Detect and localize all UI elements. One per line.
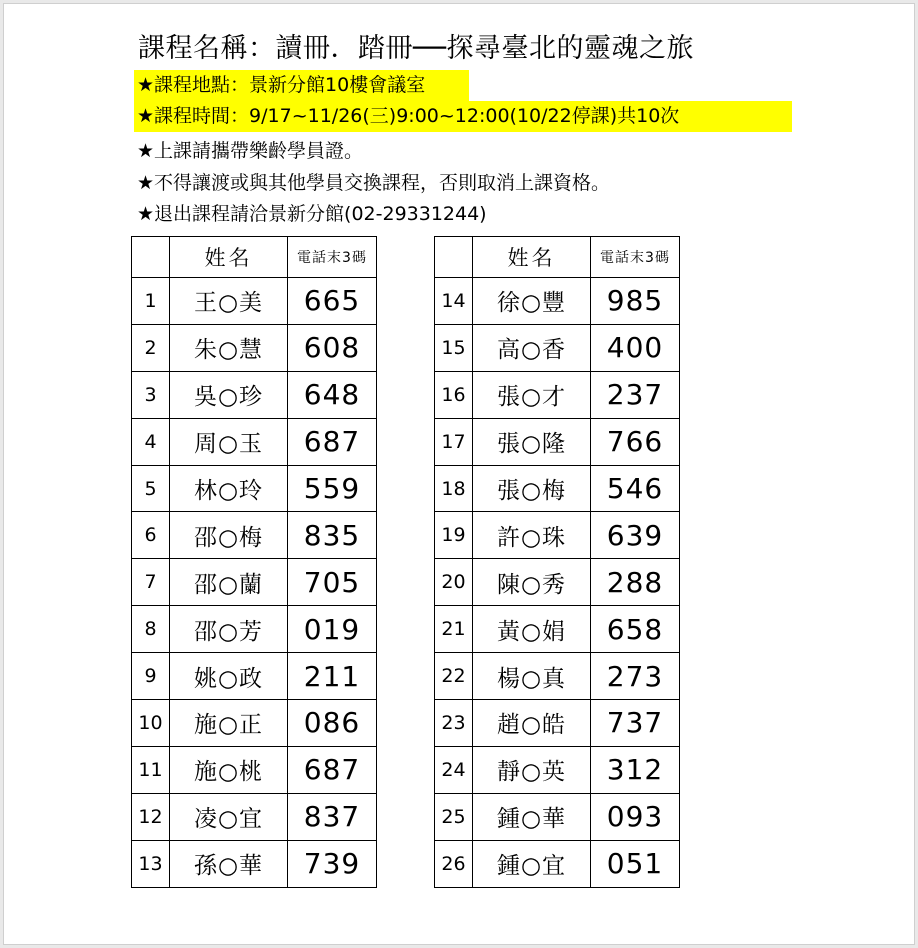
member-name-cell: 張○才 [473,371,591,418]
table-row [435,653,680,700]
table-row [435,840,680,887]
row-number-cell: 23 [435,700,473,747]
row-number-cell: 26 [435,840,473,887]
table-row [132,746,377,793]
note-no-transfer: ★不得讓渡或與其他學員交換課程，否則取消上課資格。 [137,172,611,194]
header-phone-cell: 電話末3碼 [591,237,680,278]
phone-last3-cell: 288 [591,559,680,606]
row-number-cell: 20 [435,559,473,606]
table-row [435,371,680,418]
row-number-cell: 3 [132,371,170,418]
note-bring-card: ★上課請攜帶樂齡學員證。 [137,140,364,162]
row-number-cell: 12 [132,793,170,840]
member-name-cell: 張○梅 [473,465,591,512]
phone-last3-cell: 837 [288,793,377,840]
member-name-cell: 施○桃 [170,746,288,793]
row-number-cell: 16 [435,371,473,418]
phone-last3-cell: 985 [591,278,680,325]
row-number-cell: 7 [132,559,170,606]
row-number-cell: 22 [435,653,473,700]
member-name-cell: 陳○秀 [473,559,591,606]
phone-last3-cell: 835 [288,512,377,559]
member-name-cell: 王○美 [170,278,288,325]
phone-last3-cell: 766 [591,418,680,465]
phone-last3-cell: 705 [288,559,377,606]
course-title: 課程名稱：讀冊．踏冊──探尋臺北的靈魂之旅 [138,33,695,64]
phone-last3-cell: 400 [591,324,680,371]
table-row [132,418,377,465]
row-number-cell: 5 [132,465,170,512]
phone-last3-cell: 648 [288,371,377,418]
phone-last3-cell: 737 [591,700,680,747]
member-name-cell: 姚○政 [170,653,288,700]
phone-last3-cell: 739 [288,840,377,887]
member-name-cell: 鍾○華 [473,793,591,840]
phone-last3-cell: 687 [288,418,377,465]
table-row [132,840,377,887]
phone-last3-cell: 608 [288,324,377,371]
document-page [3,3,915,945]
phone-last3-cell: 687 [288,746,377,793]
header-name-cell: 姓名 [170,237,288,278]
table-row [435,512,680,559]
member-name-cell: 林○玲 [170,465,288,512]
row-number-cell: 2 [132,324,170,371]
table-row [435,746,680,793]
note-withdraw-contact: ★退出課程請洽景新分館(02-29331244) [137,203,487,225]
row-number-cell: 24 [435,746,473,793]
member-name-cell: 邵○蘭 [170,559,288,606]
row-number-cell: 4 [132,418,170,465]
table-row [132,559,377,606]
member-name-cell: 邵○芳 [170,606,288,653]
phone-last3-cell: 546 [591,465,680,512]
member-name-cell: 張○隆 [473,418,591,465]
table-row [132,324,377,371]
course-schedule: ★課程時間：9/17~11/26(三)9:00~12:00(10/22停課)共10次 [134,101,792,132]
table-row [435,324,680,371]
phone-last3-cell: 658 [591,606,680,653]
table-row [132,700,377,747]
phone-last3-cell: 019 [288,606,377,653]
phone-last3-cell: 559 [288,465,377,512]
phone-last3-cell: 211 [288,653,377,700]
row-number-cell: 25 [435,793,473,840]
table-row [435,418,680,465]
member-name-cell: 黃○娟 [473,606,591,653]
row-number-cell: 9 [132,653,170,700]
phone-last3-cell: 237 [591,371,680,418]
table-row [435,700,680,747]
member-name-cell: 孫○華 [170,840,288,887]
member-name-cell: 靜○英 [473,746,591,793]
phone-last3-cell: 093 [591,793,680,840]
table-header-row [132,237,377,278]
phone-last3-cell: 639 [591,512,680,559]
table-row [132,512,377,559]
phone-last3-cell: 665 [288,278,377,325]
row-number-cell: 19 [435,512,473,559]
member-name-cell: 許○珠 [473,512,591,559]
member-name-cell: 吳○珍 [170,371,288,418]
table-row [435,278,680,325]
table-row [435,793,680,840]
course-location: ★課程地點：景新分館10樓會議室 [134,70,469,101]
roster-table-right [434,236,680,888]
member-name-cell: 周○玉 [170,418,288,465]
header-number-cell [132,237,170,278]
row-number-cell: 13 [132,840,170,887]
header-number-cell [435,237,473,278]
roster-table-left [131,236,377,888]
member-name-cell: 施○正 [170,700,288,747]
member-name-cell: 凌○宜 [170,793,288,840]
row-number-cell: 14 [435,278,473,325]
row-number-cell: 17 [435,418,473,465]
row-number-cell: 6 [132,512,170,559]
phone-last3-cell: 312 [591,746,680,793]
member-name-cell: 楊○真 [473,653,591,700]
phone-last3-cell: 051 [591,840,680,887]
row-number-cell: 18 [435,465,473,512]
member-name-cell: 高○香 [473,324,591,371]
member-name-cell: 徐○豐 [473,278,591,325]
table-row [132,793,377,840]
row-number-cell: 8 [132,606,170,653]
phone-last3-cell: 086 [288,700,377,747]
header-name-cell: 姓名 [473,237,591,278]
table-row [132,606,377,653]
header-phone-cell: 電話末3碼 [288,237,377,278]
table-header-row [435,237,680,278]
table-row [435,559,680,606]
row-number-cell: 1 [132,278,170,325]
table-row [435,606,680,653]
table-row [132,371,377,418]
member-name-cell: 朱○慧 [170,324,288,371]
row-number-cell: 15 [435,324,473,371]
phone-last3-cell: 273 [591,653,680,700]
table-row [132,278,377,325]
row-number-cell: 21 [435,606,473,653]
table-row [435,465,680,512]
row-number-cell: 10 [132,700,170,747]
member-name-cell: 鍾○宜 [473,840,591,887]
member-name-cell: 趙○皓 [473,700,591,747]
row-number-cell: 11 [132,746,170,793]
member-name-cell: 邵○梅 [170,512,288,559]
table-row [132,653,377,700]
table-row [132,465,377,512]
